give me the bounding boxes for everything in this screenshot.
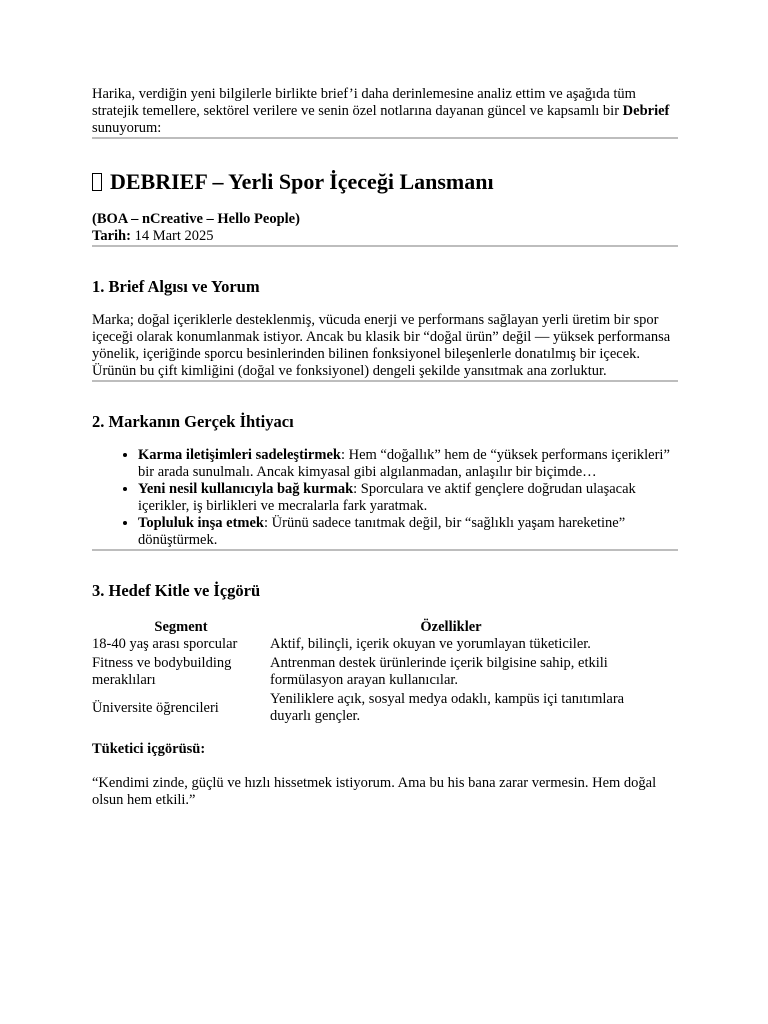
table-cell-features: Aktif, bilinçli, içerik okuyan ve yorumlayan tüketiciler. [270, 636, 591, 652]
table-row [92, 655, 632, 691]
intro-paragraph [92, 86, 678, 137]
list-item-text: : Sporculara ve aktif gençlere doğrudan ulaşacak içerikler, iş birlikleri ve mecralarla fark yaratmak. [138, 481, 636, 514]
page-title: DEBRIEF – Yerli Spor İçeceği Lansmanı [110, 169, 494, 194]
list-item [138, 481, 678, 515]
table-row [92, 636, 632, 655]
date-label: Tarih: [92, 228, 131, 244]
section-heading-1: 1. Brief Algısı ve Yorum [92, 277, 260, 296]
table-header-features: Özellikler [420, 619, 482, 635]
intro-tail: sunuyorum: [92, 120, 162, 136]
table-cell-features: Yeniliklere açık, sosyal medya odaklı, kampüs içi tanıtımlara duyarlı gençler. [270, 691, 625, 724]
segment-table [92, 618, 632, 727]
insight-heading: Tüketici içgörüsü: [92, 741, 206, 757]
list-item-text: : Ürünü sadece tanıtmak değil, bir “sağlıklı yaşam hareketine” dönüştürmek. [138, 515, 626, 548]
divider [92, 137, 678, 139]
intro-text: Harika, verdiğin yeni bilgilerle birlikte brief’i daha derinlemesine analiz ettim ve aşağıda tüm stratejik temellere, sektörel verilere ve senin özel notlarına dayanan güncel ve kapsamlı bir [92, 86, 636, 119]
intro-bold: Debrief [622, 103, 670, 119]
list-item-text: : Hem “doğallık” hem de “yüksek performans içerikleri” bir arada sunulmalı. Ancak kimyasal gibi algılanmadan, anlaşılır bir biçimde… [138, 447, 670, 480]
list-item-bold: Karma iletişimleri sadeleştirmek [138, 447, 341, 463]
list-item-bold: Topluluk inşa etmek [138, 515, 264, 531]
needs-list [92, 447, 678, 549]
section-heading-2: 2. Markanın Gerçek İhtiyacı [92, 412, 294, 431]
table-cell-features: Antrenman destek ürünlerinde içerik bilgisine sahip, etkili formülasyon arayan kullanıcılar. [270, 655, 608, 688]
table-cell-segment: 18-40 yaş arası sporcular [92, 636, 238, 652]
document-page [92, 86, 678, 809]
table-header-segment: Segment [154, 619, 208, 635]
list-item [138, 515, 678, 549]
table-cell-segment: Üniversite öğrencileri [92, 699, 219, 716]
table-cell-segment: Fitness ve bodybuilding meraklıları [92, 655, 232, 688]
insight-quote: “Kendimi zinde, güçlü ve hızlı hissetmek istiyorum. Ama bu his bana zarar vermesin. Hem doğal olsun hem etkili.” [92, 775, 657, 808]
section-heading-3: 3. Hedef Kitle ve İçgörü [92, 581, 261, 600]
missing-glyph-icon [92, 173, 102, 191]
table-row [92, 691, 632, 727]
page-title-row [92, 169, 678, 195]
date-value: 14 Mart 2025 [130, 228, 214, 244]
divider [92, 549, 678, 551]
divider [92, 245, 678, 247]
meta-block [92, 211, 678, 245]
section-1-body: Marka; doğal içeriklerle desteklenmiş, vücuda enerji ve performans sağlayan yerli üretim bir spor içeceği olarak konumlanmak istiyor. Ancak bu klasik bir “doğal ürün” değil — yüksek performansa yönelik, içeriğinde sporcu besinlerinden bilinen fonksiyonel bileşenlerle donatılmış bir içecek. Ürünün bu çift kimliğini (doğal ve fonksiyonel) dengeli şekilde yansıtmak ana zorluktur. [92, 312, 671, 379]
agencies: (BOA – nCreative – Hello People) [92, 211, 300, 227]
divider [92, 380, 678, 382]
list-item-bold: Yeni nesil kullanıcıyla bağ kurmak [138, 481, 354, 497]
list-item [138, 447, 678, 481]
